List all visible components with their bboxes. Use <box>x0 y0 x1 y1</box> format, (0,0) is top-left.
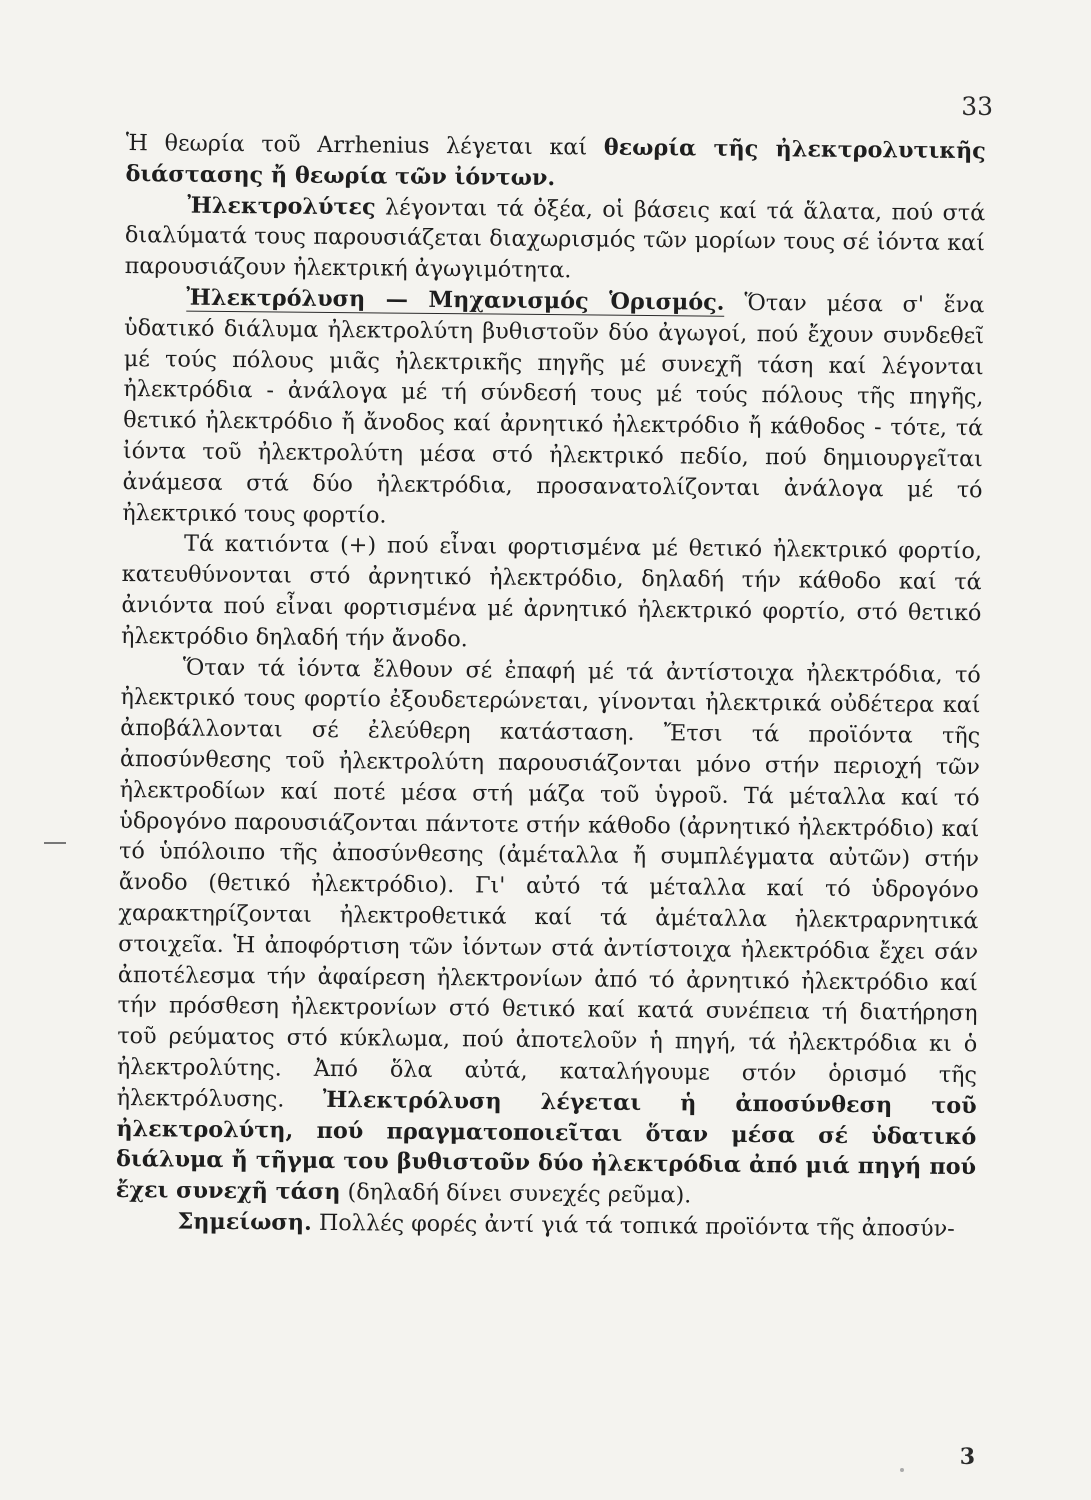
page-number: 33 <box>961 92 993 121</box>
paragraph-cations-anions <box>121 528 982 659</box>
paragraph-discharge <box>116 652 981 1215</box>
footer-signature-mark: 3 <box>959 1444 975 1470</box>
definition-bold: Ἠλεκτρόλυση λέγεται ἡ ἀποσύνθεση τοῦ ἠλεκτρολύτη, πού πραγματοποιεῖται ὅταν μέσα σέ ὑδατικό διάλυμα ἤ τῆγμα του βυθιστοῦν δύο ἠλεκτρόδια ἀπό μιά πηγή πού ἔχει συνεχῆ τάση <box>115 1086 977 1206</box>
note-label: Σημείωση. <box>177 1208 312 1236</box>
paragraph-electrolytes <box>125 190 986 291</box>
paragraph-text: λέγονται τά ὀξέα, οἱ βάσεις καί τά ἅλατα, πού στά διαλύματά τους παρουσιάζεται διαχωρισμός τῶν μορίων τους σέ ἰόντα καί παρουσιάζουν ἠλεκτρική ἀγωγιμότητα. <box>124 193 986 284</box>
paragraph-arrhenius-theory <box>125 128 986 198</box>
paper-speck <box>900 1468 904 1472</box>
bold-term: θεωρία τῆς ἠλεκτρολυτικῆς διάστασης ἤ θεωρία τῶν ἰόντων. <box>125 134 986 191</box>
paragraph-electrolysis-mechanism <box>122 282 984 537</box>
body-text <box>115 128 986 1245</box>
paragraph-text: Πολλές φορές ἀντί γιά τά τοπικά προϊόντα τῆς ἀποσύν- <box>311 1209 955 1242</box>
paragraph-text: Ἡ θεωρία τοῦ Arrhenius λέγεται καί <box>125 129 604 161</box>
paragraph-text: (δηλαδή δίνει συνεχές ρεῦμα). <box>340 1179 692 1209</box>
bold-term: Ἠλεκτρολύτες <box>187 192 376 220</box>
paragraph-text: Ὅταν τά ἰόντα ἔλθουν σέ ἐπαφή μέ τά ἀντίστοιχα ἠλεκτρόδια, τό ἠλεκτρικό τους φορτίο ἐξουδετερώνεται, γίνονται ἠλεκτρικά οὐδέτερα καί ἀποβάλλονται σέ ἐλεύθερη κατάσταση. Ἔτσι τά προϊόντα τῆς ἀποσύνθεσης τοῦ ἠλεκτρολύτη παρουσιάζονται μόνο στήν περιοχή τῶν ἠλεκτροδίων καί ποτέ μέσα στή μάζα τοῦ ὑγροῦ. Τά μέταλλα καί τό ὑδρογόνο παρουσιάζονται πάντοτε στήν κάθοδο (ἀρνητικό ἠλεκτρόδιο) καί τό ὑπόλοιπο τῆς ἀποσύνθεσης (ἀμέταλλα ἤ συμπλέγματα αὐτῶν) στήν ἄνοδο (θετικό ἠλεκτρόδιο). Γι' αὐτό τά μέταλλα καί τό ὑδρογόνο χαρακτηρίζονται ἠλεκτροθετικά καί τά ἀμέταλλα ἠλεκτραρνητικά στοιχεῖα. Ἡ ἀποφόρτιση τῶν ἰόντων στά ἀντίστοιχα ἠλεκτρόδια ἔχει σάν ἀποτέλεσμα τήν ἀφαίρεση ἠλεκτρονίων ἀπό τό ἀρνητικό ἠλεκτρόδιο καί τήν πρόσθεση ἠλεκτρονίων στό θετικό καί κατά συνέπεια τή διατήρηση τοῦ ρεύματος στό κύκλωμα, πού ἀποτελοῦν ἡ πηγή, τά ἠλεκτρόδια κι ὁ ἠλεκτρολύτης. Ἀπό ὅλα αὐτά, καταλήγουμε στόν ὁρισμό τῆς ἠλεκτρόλυσης. <box>116 654 981 1113</box>
paragraph-text: Ὅταν μέσα σ' ἕνα ὑδατικό διάλυμα ἠλεκτρολύτη βυθιστοῦν δύο ἀγωγοί, πού ἔχουν συνδεθεῖ μέ τούς πόλους μιᾶς ἠλεκτρικῆς πηγῆς μέ συνεχῆ τάση καί λέγονται ἠλεκτρόδια - ἀνάλογα μέ τή σύνδεσή τους μέ τούς πόλους τῆς πηγῆς, θετικό ἠλεκτρόδιο ἤ ἄνοδος καί ἀρνητικό ἠλεκτρόδιο ἤ κάθοδος - τότε, τά ἰόντα τοῦ ἠλεκτρολύτη μέσα στό ἠλεκτρικό πεδίο, πού δημιουργεῖται ἀνάμεσα στά δύο ἠλεκτρόδια, προσανατολίζονται ἀνάλογα μέ τό ἠλεκτρικό τους φορτίο. <box>122 289 985 529</box>
paragraph-text: Τά κατιόντα (+) πού εἶναι φορτισμένα μέ θετικό ἠλεκτρικό φορτίο, κατευθύνονται στό ἀρνητικό ἠλεκτρόδιο, δηλαδή τήν κάθοδο καί τά ἀνιόντα πού εἶναι φορτισμένα μέ ἀρνητικό ἠλεκτρικό φορτίο, στό θετικό ἠλεκτρόδιο δηλαδή τήν ἄνοδο. <box>121 530 983 653</box>
section-heading: Ἠλεκτρόλυση — Μηχανισμός Ὁρισμός. <box>186 284 725 316</box>
margin-pencil-mark <box>44 842 66 844</box>
